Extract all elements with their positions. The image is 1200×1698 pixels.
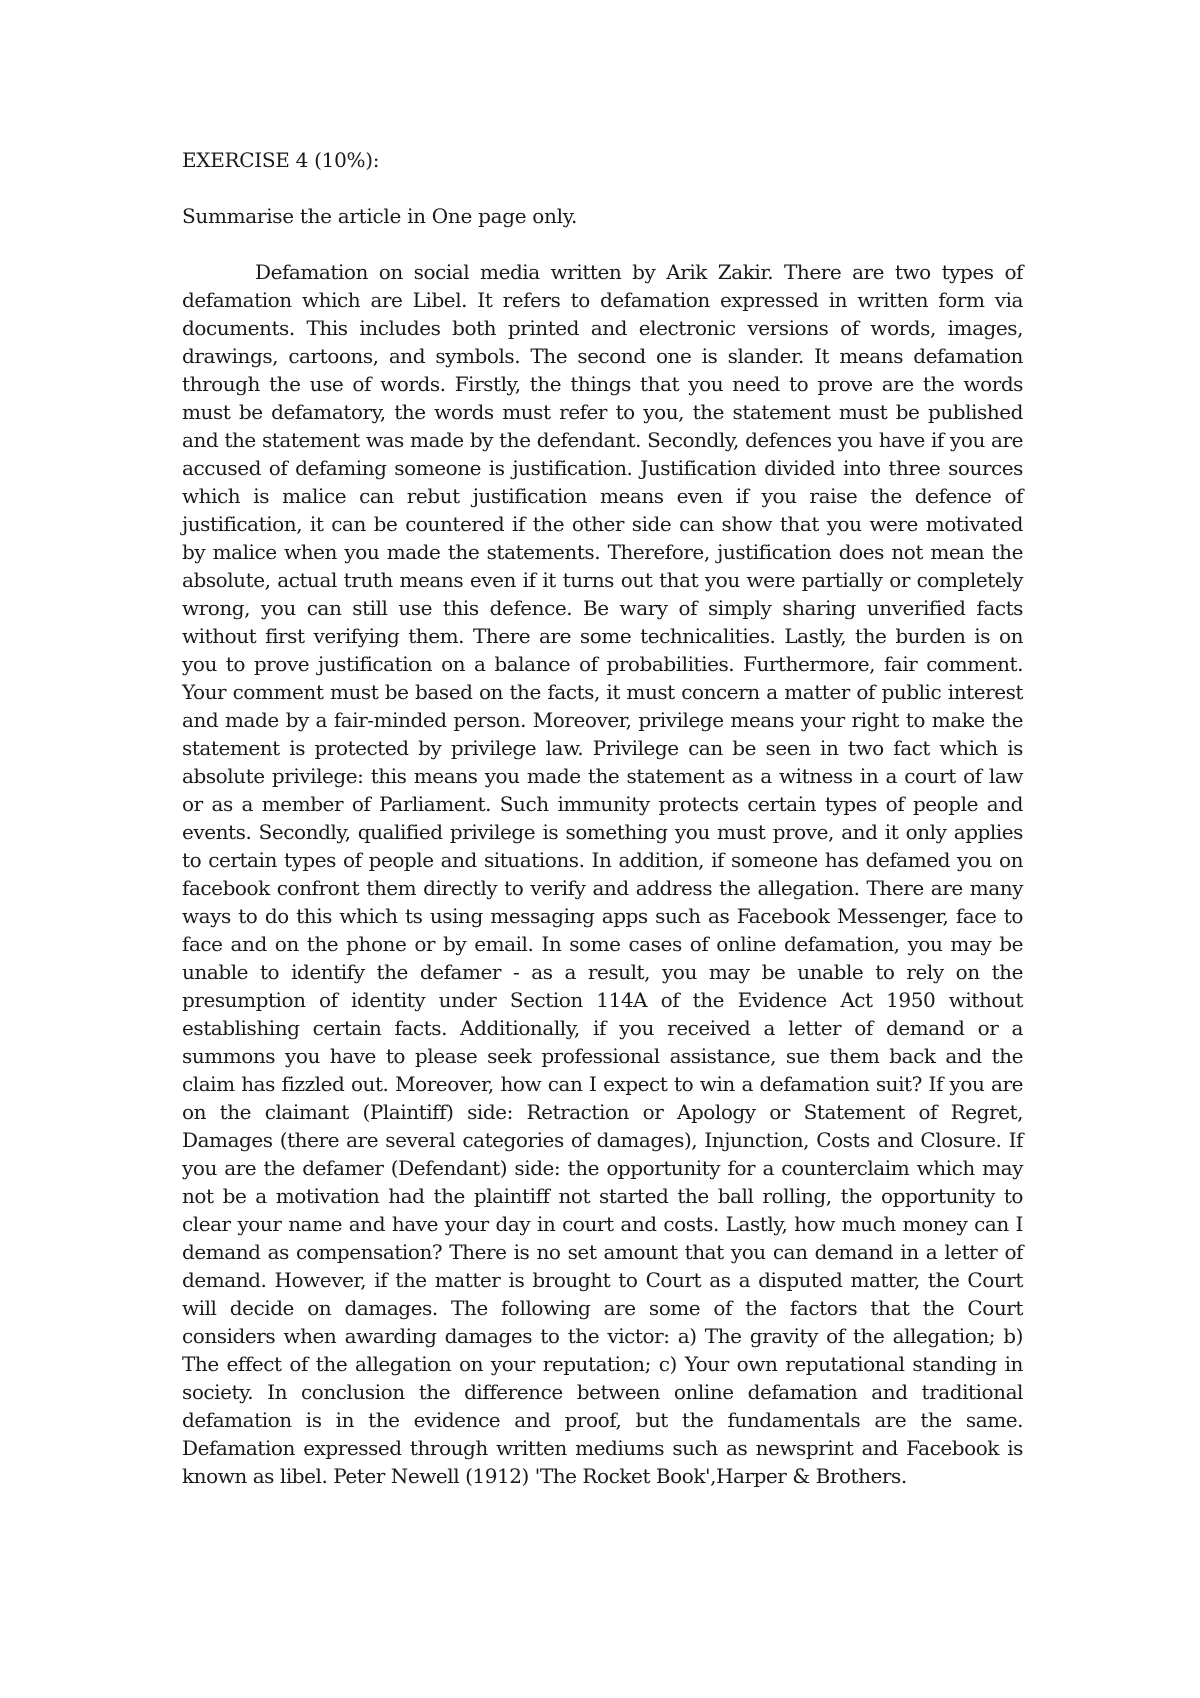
- exercise-heading: EXERCISE 4 (10%):: [182, 148, 380, 172]
- summary-paragraph: Defamation on social media written by Arik Zakir. There are two types of defamation which are Libel. It refers to defamation expressed in written form via documents. This includes both printed and electronic versions of words, images, drawings, cartoons, and symbols. The second one is slander. It means defamation through the use of words. Firstly, the things that you need to prove are the words must be defamatory, the words must refer to you, the statement must be published and the statement was made by the defendant. Secondly, defences you have if you are accused of defaming someone is justification. Justification divided into three sources which is malice can rebut justification means even if you raise the defence of justification, it can be countered if the other side can show that you were motivated by malice when you made the statements. Therefore, justification does not mean the absolute, actual truth means even if it turns out that you were partially or completely wrong, you can still use this defence. Be wary of simply sharing unverified facts without first verifying them. There are some technicalities. Lastly, the burden is on you to prove justification on a balance of probabilities. Furthermore, fair comment. Your comment must be based on the facts, it must concern a matter of public interest and made by a fair-minded person. Moreover, privilege means your right to make the statement is protected by privilege law. Privilege can be seen in two fact which is absolute privilege: this means you made the statement as a witness in a court of law or as a member of Parliament. Such immunity protects certain types of people and events. Secondly, qualified privilege is something you must prove, and it only applies to certain types of people and situations. In addition, if someone has defamed you on facebook confront them directly to verify and address the allegation. There are many ways to do this which ts using messaging apps such as Facebook Messenger, face to face and on the phone or by email. In some cases of online defamation, you may be unable to identify the defamer - as a result, you may be unable to rely on the presumption of identity under Section 114A of the Evidence Act 1950 without establishing certain facts. Additionally, if you received a letter of demand or a summons you have to please seek professional assistance, sue them back and the claim has fizzled out. Moreover, how can I expect to win a defamation suit? If you are on the claimant (Plaintiff) side: Retraction or Apology or Statement of Regret, Damages (there are several categories of damages), Injunction, Costs and Closure. If you are the defamer (Defendant) side: the opportunity for a counterclaim which may not be a motivation had the plaintiff not started the ball rolling, the opportunity to clear your name and have your day in court and costs. Lastly, how much money can I demand as compensation? There is no set amount that you can demand in a letter of demand. However, if the matter is brought to Court as a disputed matter, the Court will decide on damages. The following are some of the factors that the Court considers when awarding damages to the victor: a) The gravity of the allegation; b) The effect of the allegation on your reputation; c) Your own reputational standing in society. In conclusion the difference between online defamation and traditional defamation is in the evidence and proof, but the fundamentals are the same. Defamation expressed through written mediums such as newsprint and Facebook is known as libel. Peter Newell (1912) 'The Rocket Book',Harper & Brothers.: [182, 260, 1023, 1488]
- exercise-instruction: Summarise the article in One page only.: [182, 204, 578, 228]
